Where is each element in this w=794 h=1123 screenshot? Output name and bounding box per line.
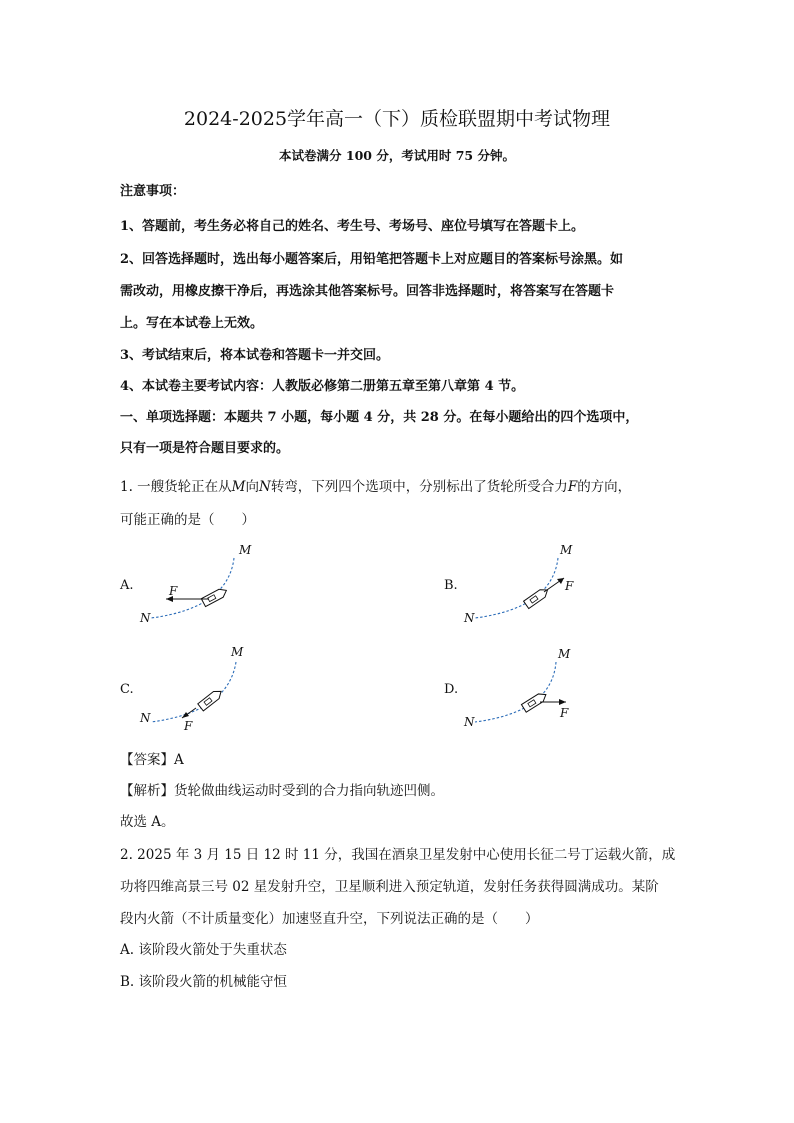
- section-heading-line-1: 一、单项选择题：本题共 7 小题，每小题 4 分，共 28 分。在每小题给出的四个选项中，: [120, 410, 639, 425]
- point-m-label: M: [239, 543, 252, 557]
- page-title: 2024-2025学年高一（下）质检联盟期中考试物理: [183, 108, 611, 130]
- option-b-figure: [460, 538, 590, 633]
- question-2-line-1: 2. 2025 年 3 月 15 日 12 时 11 分，我国在酒泉卫星发射中心使用长征二号丁运载火箭，成: [120, 847, 676, 863]
- question-2-option-a: A. 该阶段火箭处于失重状态: [120, 942, 287, 958]
- point-n-label: N: [464, 611, 475, 625]
- point-n-label: N: [140, 711, 151, 725]
- force-f-label: F: [184, 719, 193, 733]
- q1-text-b: 向: [245, 479, 259, 495]
- option-a-label: A.: [120, 578, 134, 593]
- section-heading-line-2: 只有一项是符合题目要求的。: [120, 441, 290, 456]
- answer-value: A: [174, 752, 184, 768]
- question-1-stem-line-2: 可能正确的是（ ）: [120, 512, 255, 528]
- ship-icon: [524, 586, 550, 608]
- notice-item-2-line-1: 2、回答选择题时，选出每小题答案后，用铅笔把答题卡上对应题目的答案标号涂黑。如: [120, 252, 624, 267]
- notice-heading: 注意事项：: [120, 184, 186, 199]
- point-m-label: M: [560, 543, 573, 557]
- point-m-label: M: [558, 647, 571, 661]
- option-c-figure: [136, 642, 266, 737]
- var-m: M: [231, 479, 246, 495]
- option-d-figure: [460, 642, 590, 737]
- option-d-label: D.: [444, 682, 459, 697]
- answer-line: [120, 748, 184, 768]
- analysis-line: [120, 779, 444, 799]
- point-m-label: M: [231, 645, 244, 659]
- question-2-line-2: 功将四维高景三号 02 星发射升空，卫星顺利进入预定轨道，发射任务获得圆满成功。某阶: [120, 879, 659, 895]
- force-arrowhead: [182, 712, 189, 718]
- trajectory-curve: [475, 662, 556, 722]
- point-n-label: N: [140, 611, 151, 625]
- question-2-option-b: B. 该阶段火箭的机械能守恒: [120, 974, 288, 990]
- force-arrowhead: [559, 699, 566, 705]
- trajectory-curve: [151, 662, 236, 722]
- notice-item-4: 4、本试卷主要考试内容：人教版必修第二册第五章至第八章第 4 节。: [120, 379, 525, 394]
- option-c-label: C.: [120, 682, 134, 697]
- question-1-stem-line-1: [120, 475, 631, 495]
- force-f-label: F: [565, 579, 574, 593]
- notice-item-3: 3、考试结束后，将本试卷和答题卡一并交回。: [120, 348, 390, 363]
- option-b-label: B.: [444, 578, 458, 593]
- option-a-figure: [136, 538, 266, 633]
- analysis-tag: 【解析】: [120, 783, 174, 799]
- page-subtitle: 本试卷满分 100 分，考试用时 75 分钟。: [279, 148, 515, 163]
- ship-icon: [198, 688, 224, 711]
- answer-tag: 【答案】: [120, 752, 174, 768]
- notice-item-2-line-3: 上。写在本试卷上无效。: [120, 316, 264, 331]
- force-f-label: F: [560, 706, 569, 720]
- notice-item-1: 1、答题前，考生务必将自己的姓名、考生号、考场号、座位号填写在答题卡上。: [120, 219, 585, 234]
- trajectory-curve: [475, 558, 558, 618]
- q1-text-a: 1. 一艘货轮正在从: [120, 479, 232, 495]
- point-n-label: N: [464, 715, 475, 729]
- q1-text-c: 转弯，下列四个选项中，分别标出了货轮所受合力: [270, 479, 568, 495]
- force-f-label: F: [169, 584, 178, 598]
- trajectory-curve: [151, 558, 234, 618]
- question-2-line-3: 段内火箭（不计质量变化）加速竖直升空，下列说法正确的是（ ）: [120, 911, 539, 927]
- ship-icon: [201, 586, 228, 606]
- conclusion-line: 故选 A。: [120, 814, 175, 830]
- var-f: F: [567, 479, 578, 495]
- force-arrowhead: [557, 578, 564, 584]
- ship-icon: [521, 691, 548, 712]
- notice-item-2-line-2: 需改动，用橡皮擦干净后，再选涂其他答案标号。回答非选择题时，将答案写在答题卡: [120, 284, 615, 299]
- q1-text-d: 的方向，: [577, 479, 632, 495]
- var-n: N: [259, 479, 271, 495]
- analysis-text: 货轮做曲线运动时受到的合力指向轨迹凹侧。: [174, 783, 444, 799]
